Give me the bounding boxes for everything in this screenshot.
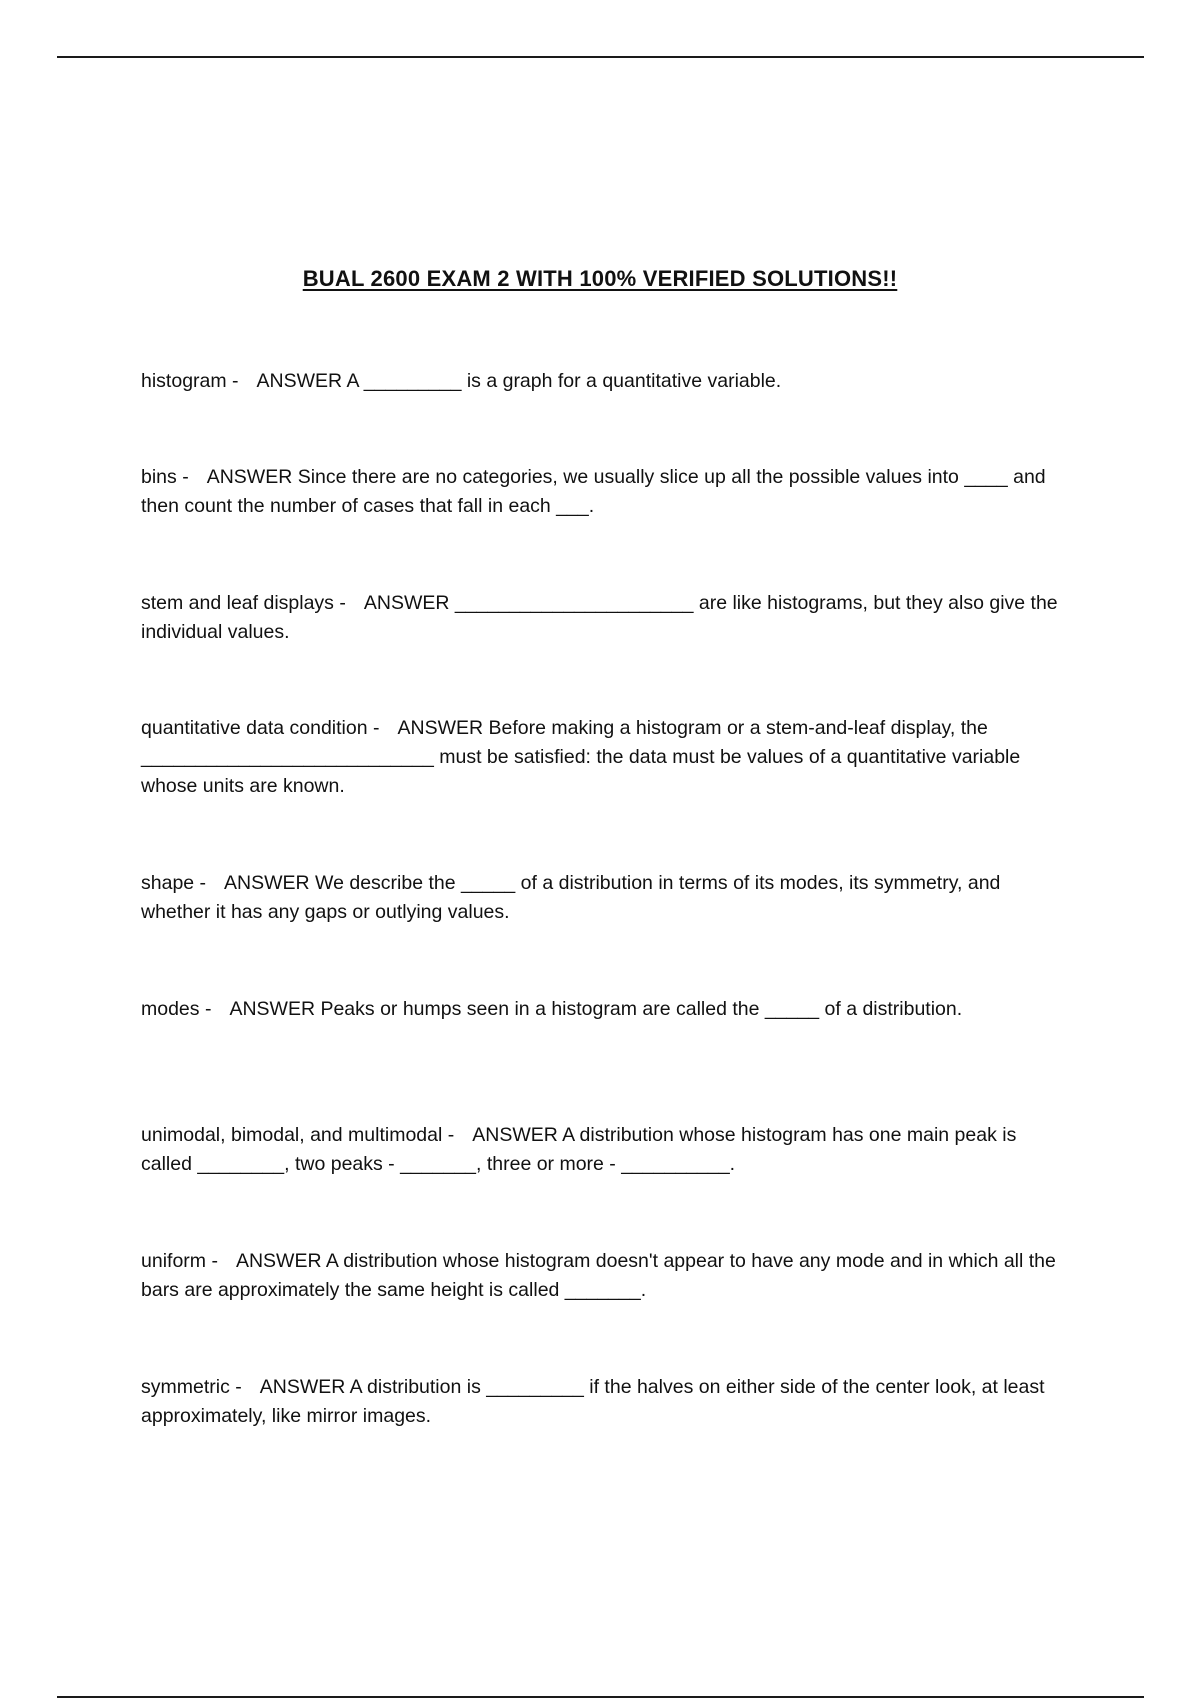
qa-term: modes - (141, 998, 212, 1020)
qa-answer: ANSWER Since there are no categories, we usually slice up all the possible values into ____ and then count the number of cases that fall in each ___. (141, 466, 1046, 517)
qa-answer: ANSWER A distribution whose histogram doesn't appear to have any mode and in which all the bars are approximately the same height is called _______. (141, 1250, 1056, 1301)
qa-term: unimodal, bimodal, and multimodal - (141, 1124, 455, 1146)
qa-item-modes (141, 995, 1071, 1024)
qa-answer: ANSWER We describe the _____ of a distribution in terms of its modes, its symmetry, and whether it has any gaps or outlying values. (141, 872, 1001, 923)
qa-item-bins (141, 463, 1071, 521)
qa-term: uniform - (141, 1250, 218, 1272)
qa-term: stem and leaf displays - (141, 592, 346, 614)
qa-item-quantitative-data-condition (141, 714, 1071, 801)
qa-answer: ANSWER ______________________ are like histograms, but they also give the individual values. (141, 592, 1058, 643)
qa-item-unimodal (141, 1121, 1071, 1179)
qa-item-shape (141, 869, 1071, 927)
qa-term: bins - (141, 466, 189, 488)
qa-answer: ANSWER A _________ is a graph for a quantitative variable. (256, 370, 782, 392)
document-title-text: BUAL 2600 EXAM 2 WITH 100% VERIFIED SOLUTIONS!! (302, 266, 898, 291)
qa-answer: ANSWER A distribution whose histogram has one main peak is called ________, two peaks - _______, three or more - __________. (141, 1124, 1017, 1175)
bottom-rule (57, 1696, 1144, 1698)
qa-item-histogram (141, 367, 1071, 396)
qa-term: quantitative data condition - (141, 717, 380, 739)
qa-term: symmetric - (141, 1376, 242, 1398)
qa-answer: ANSWER A distribution is _________ if the halves on either side of the center look, at least approximately, like mirror images. (141, 1376, 1045, 1427)
qa-answer: ANSWER Before making a histogram or a stem-and-leaf display, the ___________________________ must be satisfied: the data must be values of a quantitative variable whose units are known. (141, 717, 1021, 797)
top-rule (57, 56, 1144, 58)
qa-item-uniform (141, 1247, 1071, 1305)
document-title (0, 266, 1200, 292)
qa-item-symmetric (141, 1373, 1071, 1431)
qa-item-stem-and-leaf (141, 589, 1071, 647)
qa-term: histogram - (141, 370, 239, 392)
qa-answer: ANSWER Peaks or humps seen in a histogram are called the _____ of a distribution. (229, 998, 963, 1020)
qa-term: shape - (141, 872, 207, 894)
